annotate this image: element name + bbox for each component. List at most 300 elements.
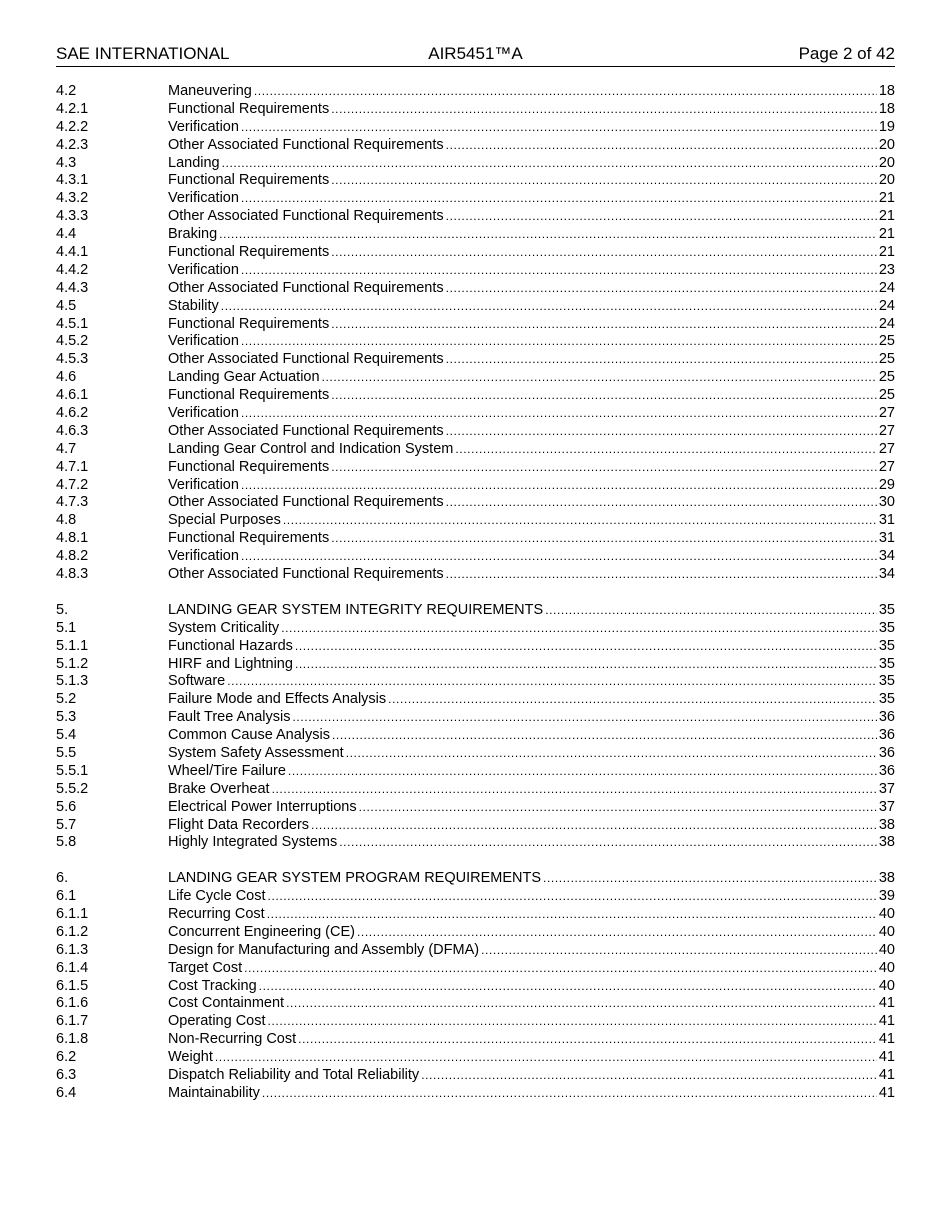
- toc-section-number: 4.5.1: [56, 315, 89, 332]
- toc-entry[interactable]: [56, 494, 895, 512]
- toc-page-number: 40: [878, 905, 895, 922]
- toc-entry-body: [168, 709, 895, 727]
- toc-section-number: 5.5.2: [56, 780, 89, 797]
- toc-entry-body: [168, 978, 895, 996]
- toc-page-number: 36: [878, 727, 895, 744]
- toc-entry[interactable]: [56, 709, 895, 727]
- toc-entry-body: [168, 566, 895, 584]
- table-of-contents: [56, 83, 895, 1103]
- toc-entry-body: [168, 280, 895, 298]
- toc-entry-body: [168, 494, 895, 512]
- toc-page-number: 38: [878, 834, 895, 851]
- toc-dot-leader: [241, 190, 877, 208]
- toc-section-title: Verification: [168, 190, 239, 207]
- toc-section-number: 4.5.2: [56, 333, 89, 350]
- toc-section-title: HIRF and Lightning: [168, 655, 293, 672]
- toc-entry[interactable]: [56, 119, 895, 137]
- toc-entry-body: [168, 459, 895, 477]
- toc-dot-leader: [331, 459, 877, 477]
- toc-page-number: 24: [878, 297, 895, 314]
- toc-dot-leader: [421, 1067, 877, 1085]
- toc-section-title: Functional Requirements: [168, 244, 330, 261]
- toc-section-title: Maintainability: [168, 1084, 260, 1101]
- toc-section-title: Wheel/Tire Failure: [168, 762, 286, 779]
- toc-section-number: 6.2: [56, 1049, 77, 1066]
- toc-entry-body: [168, 691, 895, 709]
- toc-page-number: 21: [878, 244, 895, 261]
- toc-entry-body: [168, 119, 895, 137]
- toc-dot-leader: [331, 387, 877, 405]
- toc-entry[interactable]: [56, 781, 895, 799]
- toc-page-number: 35: [878, 637, 895, 654]
- toc-dot-leader: [331, 172, 877, 190]
- toc-dot-leader: [222, 155, 877, 173]
- toc-entry-body: [168, 262, 895, 280]
- toc-page-number: 19: [878, 118, 895, 135]
- toc-dot-leader: [259, 978, 877, 996]
- toc-dot-leader: [262, 1085, 877, 1103]
- toc-dot-leader: [241, 477, 877, 495]
- toc-section-title: Landing Gear Actuation: [168, 369, 320, 386]
- header-page-number: Page 2 of 42: [798, 44, 895, 63]
- toc-entry[interactable]: [56, 423, 895, 441]
- toc-entry-body: [168, 423, 895, 441]
- toc-section-number: 6.: [56, 870, 69, 887]
- toc-dot-leader: [241, 262, 877, 280]
- toc-page-number: 25: [878, 333, 895, 350]
- toc-entry-body: [168, 137, 895, 155]
- toc-section-number: 4.4.3: [56, 279, 89, 296]
- toc-entry[interactable]: [56, 155, 895, 173]
- toc-entry[interactable]: [56, 512, 895, 530]
- toc-page-number: 35: [878, 655, 895, 672]
- toc-section-number: 4.4.1: [56, 244, 89, 261]
- toc-dot-leader: [331, 316, 877, 334]
- toc-entry[interactable]: [56, 995, 895, 1013]
- toc-page-number: 27: [878, 422, 895, 439]
- toc-page-number: 24: [878, 279, 895, 296]
- toc-entry[interactable]: [56, 799, 895, 817]
- toc-page-number: 37: [878, 780, 895, 797]
- toc-section-number: 6.1.2: [56, 923, 89, 940]
- toc-section-number: 5.1.3: [56, 673, 89, 690]
- toc-entry-body: [168, 190, 895, 208]
- toc-entry[interactable]: [56, 727, 895, 745]
- toc-entry[interactable]: [56, 638, 895, 656]
- toc-section-title: Non-Recurring Cost: [168, 1031, 297, 1048]
- toc-section-number: 4.2.3: [56, 136, 89, 153]
- toc-entry-body: [168, 995, 895, 1013]
- toc-dot-leader: [241, 333, 877, 351]
- toc-section-title: Verification: [168, 548, 239, 565]
- toc-section-title: Functional Requirements: [168, 100, 330, 117]
- toc-dot-leader: [283, 512, 877, 530]
- toc-section-number: 5.1.2: [56, 655, 89, 672]
- header-document-id: AIR5451™A: [428, 44, 523, 63]
- toc-section-number: 5.8: [56, 834, 77, 851]
- toc-entry[interactable]: [56, 369, 895, 387]
- toc-dot-leader: [331, 244, 877, 262]
- toc-section-number: 4.3.2: [56, 190, 89, 207]
- toc-page-number: 41: [878, 1013, 895, 1030]
- toc-entry-body: [168, 530, 895, 548]
- toc-entry[interactable]: [56, 83, 895, 101]
- toc-entry-body: [168, 602, 895, 620]
- toc-dot-leader: [254, 83, 877, 101]
- toc-section-title: Verification: [168, 333, 239, 350]
- toc-section-number: 4.7: [56, 440, 77, 457]
- toc-dot-leader: [288, 763, 877, 781]
- toc-section-number: 4.6: [56, 369, 77, 386]
- toc-entry[interactable]: [56, 978, 895, 996]
- toc-section-title: System Safety Assessment: [168, 744, 344, 761]
- toc-entry[interactable]: [56, 477, 895, 495]
- toc-entry[interactable]: [56, 1049, 895, 1067]
- toc-section-title: Highly Integrated Systems: [168, 834, 338, 851]
- toc-entry-body: [168, 1067, 895, 1085]
- toc-dot-leader: [446, 351, 877, 369]
- toc-page-number: 20: [878, 136, 895, 153]
- toc-entry[interactable]: [56, 208, 895, 226]
- toc-section-number: 4.3.1: [56, 172, 89, 189]
- toc-section-title: Functional Hazards: [168, 637, 293, 654]
- toc-entry[interactable]: [56, 942, 895, 960]
- toc-entry-body: [168, 512, 895, 530]
- toc-section-title: Braking: [168, 226, 218, 243]
- toc-entry-body: [168, 172, 895, 190]
- toc-entry[interactable]: [56, 280, 895, 298]
- toc-page-number: 38: [878, 816, 895, 833]
- toc-page-number: 36: [878, 762, 895, 779]
- toc-section-title: Functional Requirements: [168, 172, 330, 189]
- toc-entry[interactable]: [56, 673, 895, 691]
- toc-entry[interactable]: [56, 566, 895, 584]
- toc-section-title: Other Associated Functional Requirements: [168, 422, 444, 439]
- toc-dot-leader: [481, 942, 877, 960]
- toc-entry-body: [168, 1049, 895, 1067]
- toc-entry[interactable]: [56, 459, 895, 477]
- toc-dot-leader: [293, 709, 877, 727]
- toc-entry-body: [168, 942, 895, 960]
- toc-entry-body: [168, 244, 895, 262]
- toc-section-title: Life Cycle Cost: [168, 888, 266, 905]
- toc-entry[interactable]: [56, 763, 895, 781]
- toc-entry-body: [168, 441, 895, 459]
- toc-page-number: 41: [878, 995, 895, 1012]
- toc-section-number: 4.4: [56, 226, 77, 243]
- toc-section-title: LANDING GEAR SYSTEM PROGRAM REQUIREMENTS: [168, 870, 542, 887]
- toc-section-number: 4.6.2: [56, 405, 89, 422]
- toc-dot-leader: [241, 119, 877, 137]
- toc-page-number: 29: [878, 476, 895, 493]
- toc-section-title: Stability: [168, 297, 219, 314]
- toc-dot-leader: [446, 208, 877, 226]
- toc-section-title: Functional Requirements: [168, 530, 330, 547]
- toc-section-title: Functional Requirements: [168, 387, 330, 404]
- toc-entry[interactable]: [56, 351, 895, 369]
- toc-entry[interactable]: [56, 441, 895, 459]
- toc-section-title: Verification: [168, 261, 239, 278]
- toc-page-number: 38: [878, 870, 895, 887]
- toc-dot-leader: [311, 817, 877, 835]
- toc-entry-body: [168, 333, 895, 351]
- toc-section-number: 6.1.8: [56, 1031, 89, 1048]
- toc-page-number: 40: [878, 923, 895, 940]
- toc-section-number: 6.1.5: [56, 977, 89, 994]
- toc-page-number: 36: [878, 709, 895, 726]
- toc-entry-body: [168, 960, 895, 978]
- toc-page-number: 21: [878, 226, 895, 243]
- toc-page-number: 35: [878, 673, 895, 690]
- toc-entry-body: [168, 638, 895, 656]
- toc-entry-body: [168, 1031, 895, 1049]
- toc-page-number: 35: [878, 619, 895, 636]
- toc-page-number: 40: [878, 977, 895, 994]
- toc-entry[interactable]: [56, 101, 895, 119]
- toc-entry[interactable]: [56, 226, 895, 244]
- toc-page-number: 40: [878, 959, 895, 976]
- toc-entry[interactable]: [56, 960, 895, 978]
- toc-entry[interactable]: [56, 834, 895, 852]
- toc-section-title: Weight: [168, 1049, 213, 1066]
- toc-section-number: 4.8.1: [56, 530, 89, 547]
- toc-section-title: Target Cost: [168, 959, 243, 976]
- toc-section-title: Landing Gear Control and Indication System: [168, 440, 454, 457]
- toc-section-title: Verification: [168, 476, 239, 493]
- toc-dot-leader: [331, 101, 877, 119]
- toc-entry[interactable]: [56, 262, 895, 280]
- toc-section-title: LANDING GEAR SYSTEM INTEGRITY REQUIREMENTS: [168, 601, 544, 618]
- toc-dot-leader: [446, 137, 877, 155]
- toc-section-title: Software: [168, 673, 226, 690]
- toc-section-number: 4.6.1: [56, 387, 89, 404]
- toc-entry[interactable]: [56, 316, 895, 334]
- toc-page-number: 27: [878, 440, 895, 457]
- toc-entry-body: [168, 477, 895, 495]
- toc-section-number: 4.8.3: [56, 566, 89, 583]
- toc-section-title: Maneuvering: [168, 83, 252, 99]
- toc-dot-leader: [286, 995, 877, 1013]
- toc-section-title: Functional Requirements: [168, 458, 330, 475]
- toc-page-number: 20: [878, 154, 895, 171]
- toc-entry-body: [168, 745, 895, 763]
- toc-page-number: 27: [878, 405, 895, 422]
- toc-entry[interactable]: [56, 548, 895, 566]
- toc-section-title: Recurring Cost: [168, 905, 265, 922]
- toc-entry[interactable]: [56, 387, 895, 405]
- toc-page-number: 27: [878, 458, 895, 475]
- toc-dot-leader: [446, 494, 877, 512]
- toc-entry-body: [168, 620, 895, 638]
- toc-section-title: Concurrent Engineering (CE): [168, 923, 355, 940]
- toc-section-title: Operating Cost: [168, 1013, 266, 1030]
- toc-section-title: Landing: [168, 154, 220, 171]
- toc-entry-body: [168, 1013, 895, 1031]
- toc-entry-body: [168, 351, 895, 369]
- toc-section-title: Special Purposes: [168, 512, 281, 529]
- toc-entry[interactable]: [56, 1067, 895, 1085]
- toc-entry[interactable]: [56, 333, 895, 351]
- toc-page-number: 25: [878, 369, 895, 386]
- toc-dot-leader: [543, 870, 877, 888]
- toc-section-number: 4.3: [56, 154, 77, 171]
- toc-entry-body: [168, 924, 895, 942]
- toc-entry[interactable]: [56, 1031, 895, 1049]
- toc-entry[interactable]: [56, 691, 895, 709]
- toc-section-title: Functional Requirements: [168, 315, 330, 332]
- toc-entry[interactable]: [56, 817, 895, 835]
- toc-dot-leader: [357, 924, 877, 942]
- toc-entry[interactable]: [56, 906, 895, 924]
- toc-page-number: 35: [878, 601, 895, 618]
- toc-page-number: 30: [878, 494, 895, 511]
- toc-section-title: Dispatch Reliability and Total Reliability: [168, 1066, 420, 1083]
- toc-entry-body: [168, 1085, 895, 1103]
- toc-entry[interactable]: [56, 190, 895, 208]
- toc-entry[interactable]: [56, 870, 895, 888]
- toc-entry-body: [168, 155, 895, 173]
- toc-section-number: 6.1.1: [56, 905, 89, 922]
- toc-section-title: Other Associated Functional Requirements: [168, 351, 444, 368]
- toc-entry[interactable]: [56, 888, 895, 906]
- toc-dot-leader: [268, 1013, 877, 1031]
- toc-section-number: 5.2: [56, 691, 77, 708]
- toc-entry-body: [168, 906, 895, 924]
- toc-section-title: Fault Tree Analysis: [168, 709, 291, 726]
- toc-entry-body: [168, 208, 895, 226]
- toc-dot-leader: [295, 656, 877, 674]
- toc-dot-leader: [272, 781, 877, 799]
- toc-page-number: 18: [878, 100, 895, 117]
- toc-dot-leader: [332, 727, 877, 745]
- toc-dot-leader: [446, 280, 877, 298]
- toc-section-title: Common Cause Analysis: [168, 727, 330, 744]
- toc-dot-leader: [221, 298, 877, 316]
- toc-page-number: 34: [878, 566, 895, 583]
- page-header: [56, 44, 895, 67]
- toc-entry-body: [168, 817, 895, 835]
- toc-dot-leader: [339, 834, 877, 852]
- toc-section-title: Brake Overheat: [168, 780, 270, 797]
- toc-section-number: 5.3: [56, 709, 77, 726]
- toc-section-number: 6.1: [56, 888, 77, 905]
- toc-entry[interactable]: [56, 405, 895, 423]
- toc-dot-leader: [227, 673, 877, 691]
- toc-entry[interactable]: [56, 620, 895, 638]
- toc-page-number: 25: [878, 387, 895, 404]
- toc-entry-body: [168, 101, 895, 119]
- toc-dot-leader: [298, 1031, 877, 1049]
- toc-entry[interactable]: [56, 298, 895, 316]
- toc-entry-body: [168, 888, 895, 906]
- toc-section-number: 4.6.3: [56, 422, 89, 439]
- toc-entry-body: [168, 727, 895, 745]
- toc-section-number: 5.6: [56, 798, 77, 815]
- toc-section-number: 5.4: [56, 727, 77, 744]
- toc-entry-body: [168, 369, 895, 387]
- toc-page-number: 21: [878, 190, 895, 207]
- toc-dot-leader: [346, 745, 877, 763]
- toc-section-number: 6.1.6: [56, 995, 89, 1012]
- toc-page-number: 31: [878, 512, 895, 529]
- toc-section-title: System Criticality: [168, 619, 280, 636]
- toc-section-number: 5.5: [56, 744, 77, 761]
- toc-entry-body: [168, 834, 895, 852]
- toc-entry-body: [168, 316, 895, 334]
- toc-page-number: 40: [878, 941, 895, 958]
- toc-section-number: 5.1.1: [56, 637, 89, 654]
- toc-entry[interactable]: [56, 602, 895, 620]
- toc-section-number: 6.1.4: [56, 959, 89, 976]
- toc-page-number: 25: [878, 351, 895, 368]
- toc-page-number: 23: [878, 261, 895, 278]
- toc-section-title: Cost Tracking: [168, 977, 257, 994]
- toc-dot-leader: [241, 405, 877, 423]
- toc-section-number: 6.3: [56, 1066, 77, 1083]
- toc-entry-body: [168, 673, 895, 691]
- toc-dot-leader: [331, 530, 877, 548]
- toc-section-number: 4.5.3: [56, 351, 89, 368]
- toc-entry-body: [168, 870, 895, 888]
- toc-entry-body: [168, 656, 895, 674]
- toc-entry[interactable]: [56, 924, 895, 942]
- toc-entry[interactable]: [56, 137, 895, 155]
- toc-section-number: 4.2.2: [56, 118, 89, 135]
- toc-dot-leader: [267, 906, 877, 924]
- toc-section-title: Cost Containment: [168, 995, 285, 1012]
- toc-section-number: 4.3.3: [56, 208, 89, 225]
- toc-entry-body: [168, 799, 895, 817]
- toc-dot-leader: [241, 548, 877, 566]
- toc-entry-body: [168, 226, 895, 244]
- toc-entry-body: [168, 405, 895, 423]
- toc-section-number: 4.7.3: [56, 494, 89, 511]
- toc-entry[interactable]: [56, 1013, 895, 1031]
- toc-section-number: 6.1.7: [56, 1013, 89, 1030]
- toc-entry-body: [168, 83, 895, 101]
- toc-entry-body: [168, 298, 895, 316]
- toc-section-title: Other Associated Functional Requirements: [168, 566, 444, 583]
- toc-page-number: 18: [878, 83, 895, 99]
- toc-page-number: 41: [878, 1049, 895, 1066]
- toc-dot-leader: [446, 566, 877, 584]
- toc-section-number: 5.: [56, 601, 69, 618]
- toc-section-title: Other Associated Functional Requirements: [168, 494, 444, 511]
- toc-dot-leader: [281, 620, 877, 638]
- toc-section-number: 4.7.2: [56, 476, 89, 493]
- toc-section-title: Verification: [168, 118, 239, 135]
- toc-entry[interactable]: [56, 656, 895, 674]
- toc-entry[interactable]: [56, 530, 895, 548]
- toc-dot-leader: [268, 888, 877, 906]
- toc-entry[interactable]: [56, 1085, 895, 1103]
- toc-section-number: 4.2: [56, 83, 77, 99]
- toc-page-number: 31: [878, 530, 895, 547]
- toc-page-number: 37: [878, 798, 895, 815]
- toc-entry[interactable]: [56, 745, 895, 763]
- toc-entry[interactable]: [56, 244, 895, 262]
- toc-section-title: Electrical Power Interruptions: [168, 798, 357, 815]
- toc-dot-leader: [446, 423, 877, 441]
- toc-section-number: 4.2.1: [56, 100, 89, 117]
- toc-section-number: 6.4: [56, 1084, 77, 1101]
- toc-page-number: 24: [878, 315, 895, 332]
- toc-entry[interactable]: [56, 172, 895, 190]
- toc-dot-leader: [244, 960, 877, 978]
- toc-section-number: 5.5.1: [56, 762, 89, 779]
- toc-page-number: 41: [878, 1031, 895, 1048]
- toc-dot-leader: [219, 226, 877, 244]
